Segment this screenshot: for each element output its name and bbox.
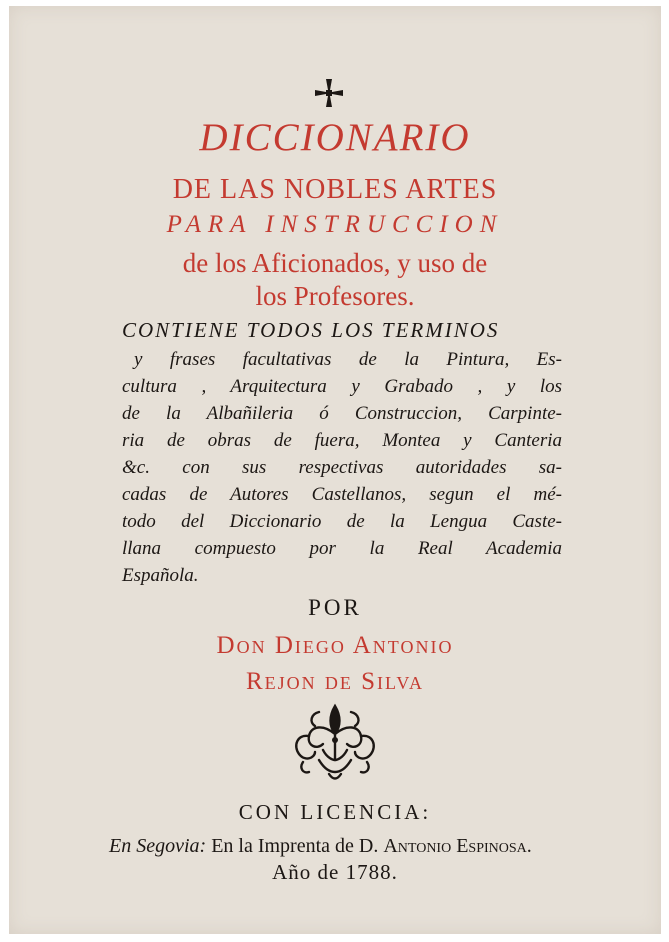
contents-line: y frases facultativas de la Pintura, Es- [134, 349, 562, 370]
author-line-2: Rejon de Silva [245, 668, 425, 695]
imprint-line [109, 835, 532, 858]
contents-line: &c. con sus respectivas autoridades sa- [122, 457, 562, 478]
fleur-ornament-icon [289, 700, 381, 782]
contents-line: Española. [122, 565, 199, 586]
contents-description [122, 346, 562, 589]
license-label: CON LICENCIA: [238, 800, 432, 824]
publication-year: Año de 1788. [272, 860, 398, 884]
contents-line: todo del Diccionario de la Lengua Caste- [122, 511, 562, 532]
contents-line: de la Albañileria ó Construccion, Carpinte- [122, 403, 562, 424]
contents-line: ria de obras de fuera, Montea y Canteria [122, 430, 562, 451]
contents-heading: CONTIENE TODOS LOS TERMINOS [122, 318, 500, 342]
contents-line: cultura , Arquitectura y Grabado , y los [122, 376, 562, 397]
author-line-1: Don Diego Antonio [216, 632, 454, 659]
contents-line: cadas de Autores Castellanos, segun el mé- [122, 484, 562, 505]
contents-line: llana compuesto por la Real Academia [122, 538, 562, 559]
subtitle-line-1: DE LAS NOBLES ARTES [172, 174, 498, 205]
imprint-printer: En la Imprenta de D. [206, 835, 384, 857]
imprint-place: En Segovia: [109, 835, 207, 857]
subtitle-line-3: de los Aficionados, y uso de [182, 248, 488, 278]
cross-pattee-icon [314, 78, 344, 108]
imprint-printer-name: Antonio Espinosa. [383, 835, 532, 857]
by-label: POR [308, 595, 362, 620]
subtitle-line-4: los Profesores. [255, 281, 415, 311]
book-title: DICCIONARIO [199, 116, 471, 159]
subtitle-line-2: PARA INSTRUCCION [166, 211, 504, 238]
title-page [9, 6, 661, 934]
